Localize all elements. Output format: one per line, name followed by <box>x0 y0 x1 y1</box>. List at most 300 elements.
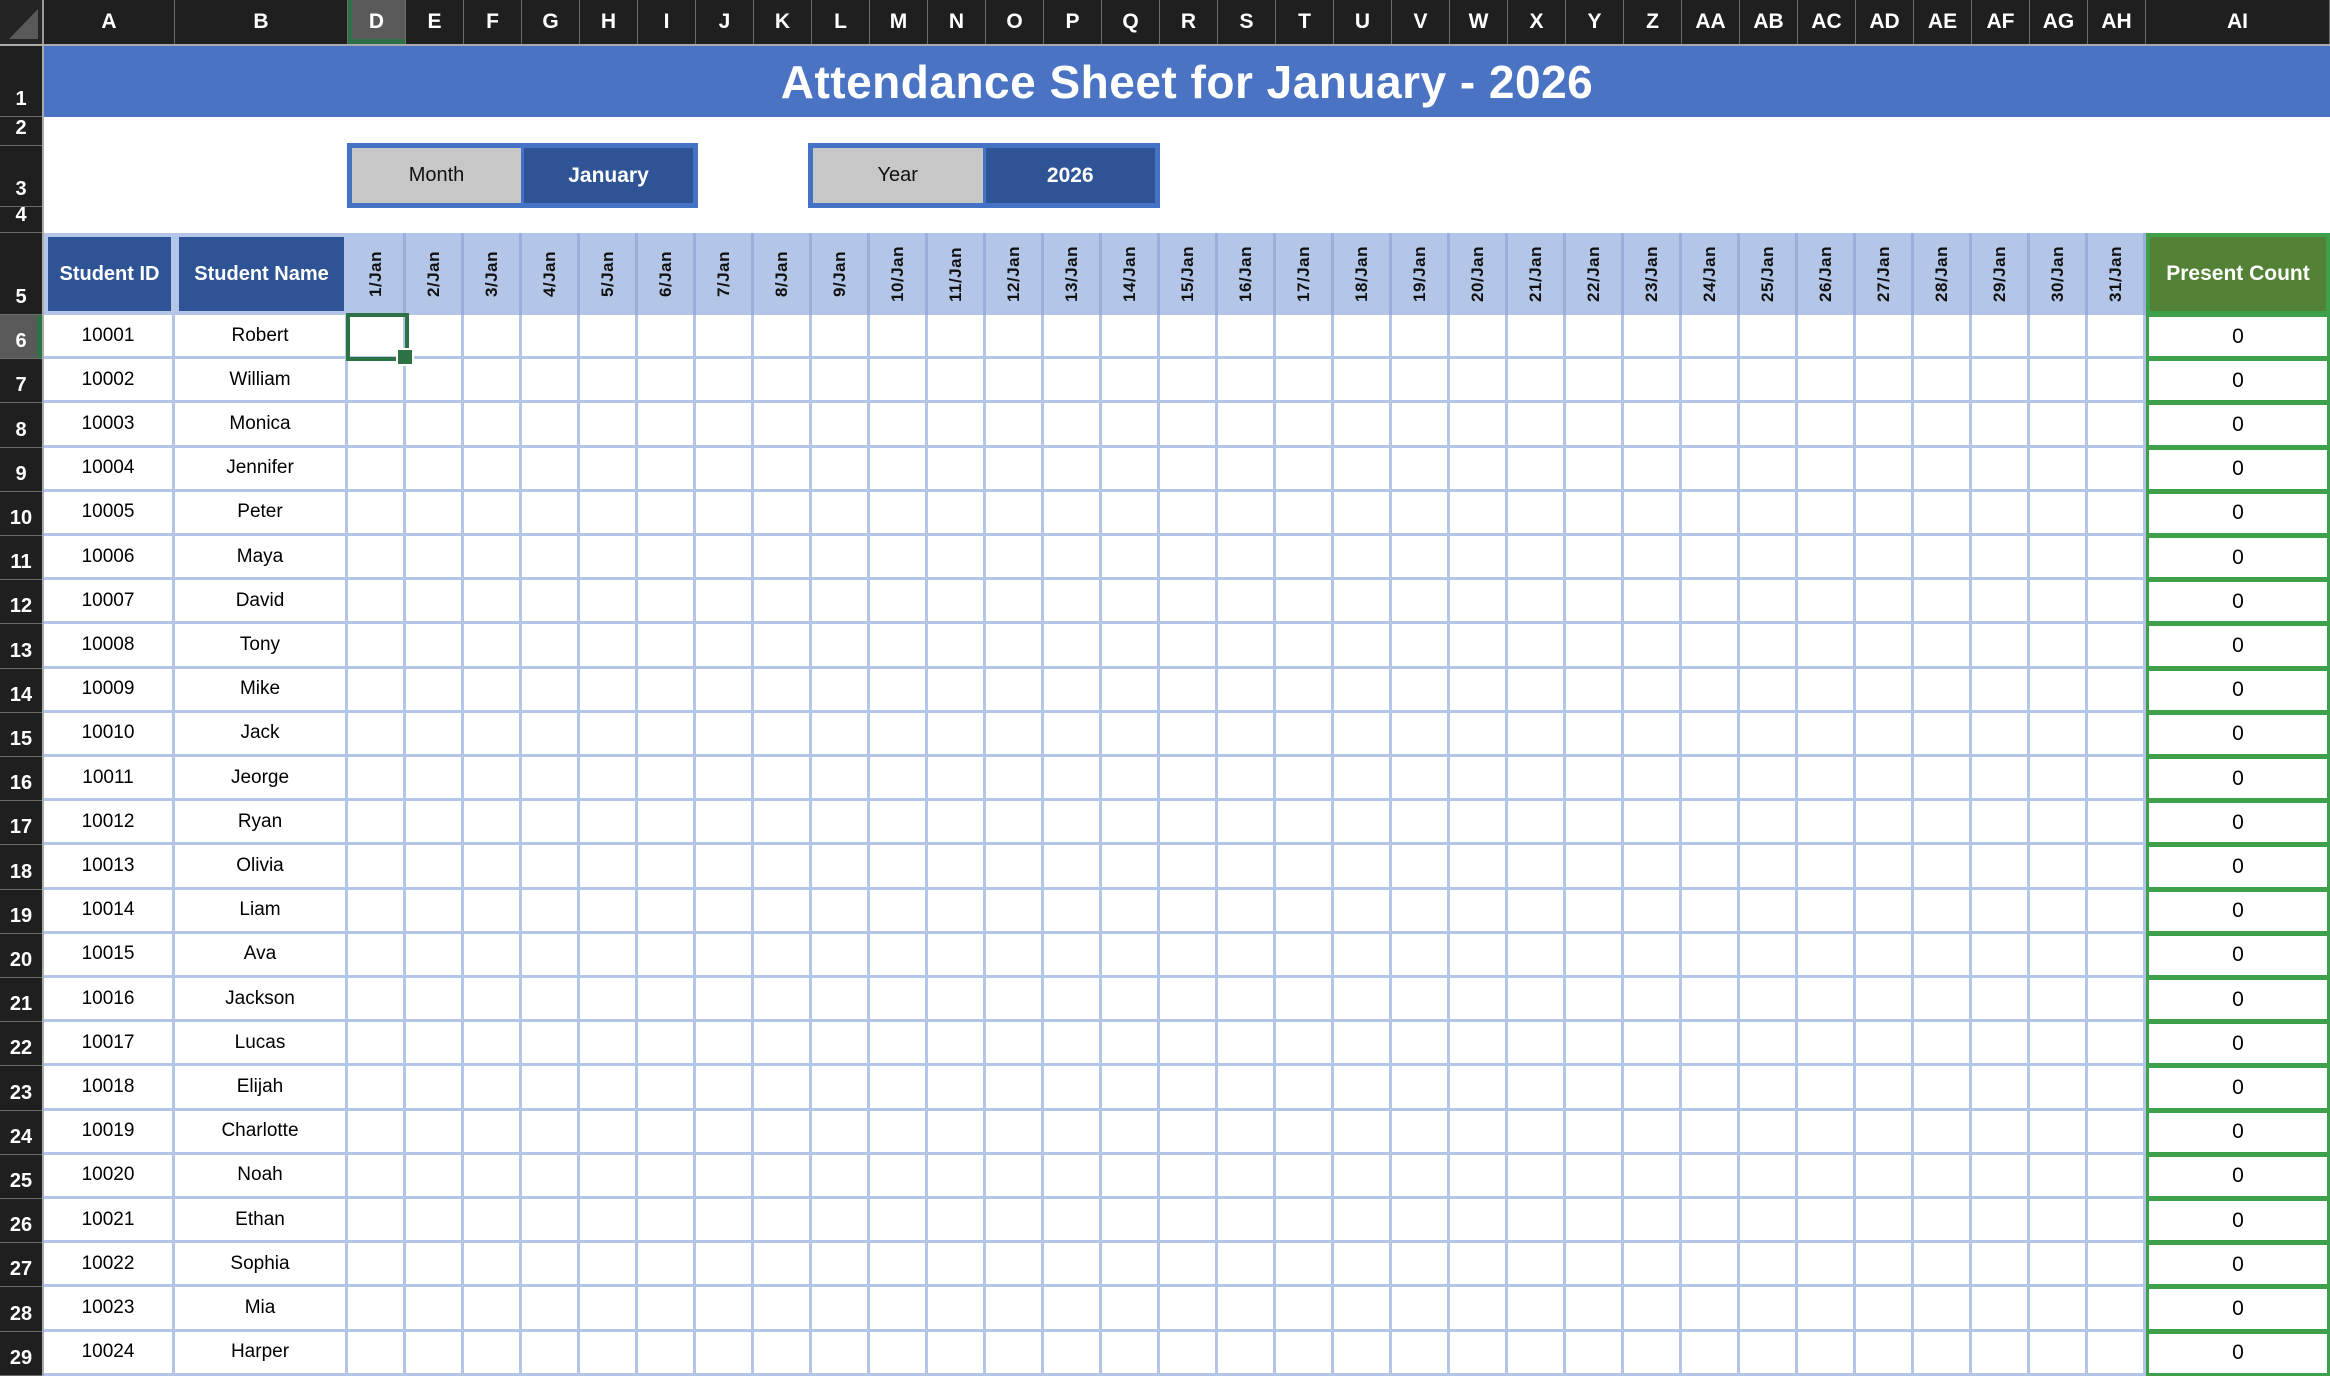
attendance-cell[interactable] <box>2030 1022 2088 1066</box>
attendance-cell[interactable] <box>1508 403 1566 447</box>
attendance-cell[interactable] <box>1218 1287 1276 1331</box>
row-header-2[interactable]: 2 <box>0 117 42 146</box>
attendance-cell[interactable] <box>348 669 406 713</box>
attendance-cell[interactable] <box>870 1332 928 1376</box>
attendance-cell[interactable] <box>870 403 928 447</box>
attendance-cell[interactable] <box>1566 978 1624 1022</box>
attendance-cell[interactable] <box>1218 669 1276 713</box>
student-id-cell[interactable]: 10009 <box>44 669 175 713</box>
attendance-cell[interactable] <box>1044 669 1102 713</box>
attendance-cell[interactable] <box>1334 1022 1392 1066</box>
attendance-cell[interactable] <box>1276 1022 1334 1066</box>
attendance-cell[interactable] <box>1566 713 1624 757</box>
row-header-26[interactable]: 26 <box>0 1199 42 1243</box>
attendance-cell[interactable] <box>1218 448 1276 492</box>
attendance-cell[interactable] <box>812 845 870 889</box>
attendance-cell[interactable] <box>638 934 696 978</box>
attendance-cell[interactable] <box>696 448 754 492</box>
attendance-cell[interactable] <box>638 669 696 713</box>
attendance-cell[interactable] <box>1102 1243 1160 1287</box>
column-header-F[interactable]: F <box>464 0 522 44</box>
attendance-cell[interactable] <box>2088 448 2146 492</box>
attendance-cell[interactable] <box>348 713 406 757</box>
attendance-cell[interactable] <box>1914 1199 1972 1243</box>
attendance-cell[interactable] <box>1276 669 1334 713</box>
column-header-J[interactable]: J <box>696 0 754 44</box>
attendance-cell[interactable] <box>928 978 986 1022</box>
attendance-cell[interactable] <box>1798 315 1856 359</box>
attendance-cell[interactable] <box>1914 315 1972 359</box>
attendance-cell[interactable] <box>1160 978 1218 1022</box>
attendance-cell[interactable] <box>1334 580 1392 624</box>
attendance-cell[interactable] <box>1682 1287 1740 1331</box>
attendance-cell[interactable] <box>928 448 986 492</box>
attendance-cell[interactable] <box>1856 536 1914 580</box>
attendance-cell[interactable] <box>1160 1066 1218 1110</box>
attendance-cell[interactable] <box>1972 845 2030 889</box>
attendance-cell[interactable] <box>754 934 812 978</box>
attendance-cell[interactable] <box>1276 492 1334 536</box>
attendance-cell[interactable] <box>1218 1022 1276 1066</box>
attendance-cell[interactable] <box>638 448 696 492</box>
attendance-cell[interactable] <box>1566 934 1624 978</box>
attendance-cell[interactable] <box>2088 1243 2146 1287</box>
year-value[interactable]: 2026 <box>986 148 1156 203</box>
attendance-cell[interactable] <box>986 315 1044 359</box>
attendance-cell[interactable] <box>522 1022 580 1066</box>
date-header-11-jan[interactable] <box>928 233 986 315</box>
attendance-cell[interactable] <box>580 978 638 1022</box>
column-header-AC[interactable]: AC <box>1798 0 1856 44</box>
attendance-cell[interactable] <box>1740 1332 1798 1376</box>
fill-handle[interactable] <box>396 348 414 366</box>
column-header-AH[interactable]: AH <box>2088 0 2146 44</box>
attendance-cell[interactable] <box>1044 1287 1102 1331</box>
attendance-cell[interactable] <box>1276 845 1334 889</box>
student-name-cell[interactable]: Charlotte <box>175 1111 348 1155</box>
attendance-cell[interactable] <box>928 315 986 359</box>
attendance-cell[interactable] <box>1218 492 1276 536</box>
attendance-cell[interactable] <box>1682 1155 1740 1199</box>
present-count-cell[interactable]: 0 <box>2146 359 2330 403</box>
attendance-cell[interactable] <box>522 1199 580 1243</box>
row-header-10[interactable]: 10 <box>0 492 42 536</box>
date-header-1-jan[interactable] <box>348 233 406 315</box>
column-header-AB[interactable]: AB <box>1740 0 1798 44</box>
attendance-cell[interactable] <box>754 890 812 934</box>
attendance-cell[interactable] <box>580 1155 638 1199</box>
attendance-cell[interactable] <box>1566 403 1624 447</box>
attendance-cell[interactable] <box>754 1287 812 1331</box>
date-header-3-jan[interactable] <box>464 233 522 315</box>
attendance-cell[interactable] <box>1740 1287 1798 1331</box>
attendance-cell[interactable] <box>986 845 1044 889</box>
attendance-cell[interactable] <box>1682 845 1740 889</box>
present-count-cell[interactable]: 0 <box>2146 1022 2330 1066</box>
attendance-cell[interactable] <box>986 536 1044 580</box>
attendance-cell[interactable] <box>348 1155 406 1199</box>
attendance-cell[interactable] <box>1740 359 1798 403</box>
attendance-cell[interactable] <box>580 1332 638 1376</box>
year-selector[interactable] <box>808 143 1160 208</box>
attendance-cell[interactable] <box>696 624 754 668</box>
attendance-cell[interactable] <box>1044 315 1102 359</box>
attendance-cell[interactable] <box>1566 801 1624 845</box>
attendance-cell[interactable] <box>1450 536 1508 580</box>
attendance-cell[interactable] <box>1508 580 1566 624</box>
present-count-cell[interactable]: 0 <box>2146 580 2330 624</box>
date-header-19-jan[interactable] <box>1392 233 1450 315</box>
attendance-cell[interactable] <box>2088 801 2146 845</box>
attendance-cell[interactable] <box>522 845 580 889</box>
attendance-cell[interactable] <box>464 1287 522 1331</box>
attendance-cell[interactable] <box>2088 1287 2146 1331</box>
attendance-cell[interactable] <box>522 1155 580 1199</box>
date-header-6-jan[interactable] <box>638 233 696 315</box>
attendance-cell[interactable] <box>348 1111 406 1155</box>
student-name-cell[interactable]: Jackson <box>175 978 348 1022</box>
row-header-29[interactable]: 29 <box>0 1332 42 1376</box>
attendance-cell[interactable] <box>1218 890 1276 934</box>
attendance-cell[interactable] <box>1160 1287 1218 1331</box>
attendance-cell[interactable] <box>1624 1155 1682 1199</box>
attendance-cell[interactable] <box>1392 757 1450 801</box>
student-name-cell[interactable]: Olivia <box>175 845 348 889</box>
attendance-cell[interactable] <box>1624 580 1682 624</box>
student-name-cell[interactable]: David <box>175 580 348 624</box>
attendance-cell[interactable] <box>696 580 754 624</box>
attendance-cell[interactable] <box>870 890 928 934</box>
attendance-cell[interactable] <box>1276 801 1334 845</box>
attendance-cell[interactable] <box>1914 669 1972 713</box>
attendance-cell[interactable] <box>406 1332 464 1376</box>
attendance-cell[interactable] <box>1682 1243 1740 1287</box>
attendance-cell[interactable] <box>2030 536 2088 580</box>
attendance-cell[interactable] <box>1044 713 1102 757</box>
attendance-cell[interactable] <box>1566 1243 1624 1287</box>
attendance-cell[interactable] <box>1392 1022 1450 1066</box>
attendance-cell[interactable] <box>1508 801 1566 845</box>
attendance-cell[interactable] <box>638 1111 696 1155</box>
attendance-cell[interactable] <box>638 403 696 447</box>
attendance-cell[interactable] <box>812 890 870 934</box>
attendance-cell[interactable] <box>870 492 928 536</box>
attendance-cell[interactable] <box>986 757 1044 801</box>
attendance-cell[interactable] <box>1276 624 1334 668</box>
attendance-cell[interactable] <box>1972 624 2030 668</box>
attendance-cell[interactable] <box>1044 934 1102 978</box>
attendance-cell[interactable] <box>1392 403 1450 447</box>
attendance-cell[interactable] <box>406 757 464 801</box>
attendance-cell[interactable] <box>812 492 870 536</box>
present-count-cell[interactable]: 0 <box>2146 1111 2330 1155</box>
attendance-cell[interactable] <box>1392 1199 1450 1243</box>
attendance-cell[interactable] <box>1740 978 1798 1022</box>
attendance-cell[interactable] <box>1044 1066 1102 1110</box>
attendance-cell[interactable] <box>1508 624 1566 668</box>
attendance-cell[interactable] <box>580 624 638 668</box>
attendance-cell[interactable] <box>1044 1155 1102 1199</box>
attendance-cell[interactable] <box>1450 1155 1508 1199</box>
attendance-cell[interactable] <box>1566 536 1624 580</box>
attendance-cell[interactable] <box>1218 713 1276 757</box>
present-count-cell[interactable]: 0 <box>2146 713 2330 757</box>
attendance-cell[interactable] <box>1334 403 1392 447</box>
attendance-cell[interactable] <box>1276 359 1334 403</box>
column-header-B[interactable]: B <box>175 0 348 44</box>
attendance-cell[interactable] <box>1334 669 1392 713</box>
attendance-cell[interactable] <box>1682 801 1740 845</box>
attendance-cell[interactable] <box>406 536 464 580</box>
attendance-cell[interactable] <box>348 1066 406 1110</box>
attendance-cell[interactable] <box>1044 1243 1102 1287</box>
row-header-7[interactable]: 7 <box>0 359 42 403</box>
attendance-cell[interactable] <box>1740 580 1798 624</box>
column-header-D[interactable]: D <box>348 0 406 44</box>
attendance-cell[interactable] <box>754 359 812 403</box>
attendance-cell[interactable] <box>754 713 812 757</box>
month-selector[interactable] <box>347 143 698 208</box>
attendance-cell[interactable] <box>1392 315 1450 359</box>
attendance-cell[interactable] <box>1160 801 1218 845</box>
attendance-cell[interactable] <box>1798 580 1856 624</box>
student-id-cell[interactable]: 10010 <box>44 713 175 757</box>
attendance-cell[interactable] <box>2030 1243 2088 1287</box>
attendance-cell[interactable] <box>1682 536 1740 580</box>
column-header-N[interactable]: N <box>928 0 986 44</box>
attendance-cell[interactable] <box>754 1243 812 1287</box>
attendance-cell[interactable] <box>754 757 812 801</box>
attendance-cell[interactable] <box>696 1243 754 1287</box>
student-id-cell[interactable]: 10021 <box>44 1199 175 1243</box>
row-header-5[interactable]: 5 <box>0 233 42 315</box>
column-header-AA[interactable]: AA <box>1682 0 1740 44</box>
attendance-cell[interactable] <box>928 1022 986 1066</box>
attendance-cell[interactable] <box>1566 624 1624 668</box>
attendance-cell[interactable] <box>1044 1111 1102 1155</box>
attendance-cell[interactable] <box>1450 1287 1508 1331</box>
attendance-cell[interactable] <box>1566 1287 1624 1331</box>
row-header-6[interactable]: 6 <box>0 315 42 359</box>
date-header-4-jan[interactable] <box>522 233 580 315</box>
attendance-cell[interactable] <box>986 934 1044 978</box>
attendance-cell[interactable] <box>522 580 580 624</box>
attendance-cell[interactable] <box>1798 624 1856 668</box>
attendance-cell[interactable] <box>522 1287 580 1331</box>
attendance-cell[interactable] <box>870 757 928 801</box>
month-value[interactable]: January <box>524 148 693 203</box>
attendance-cell[interactable] <box>1508 890 1566 934</box>
attendance-cell[interactable] <box>812 1155 870 1199</box>
attendance-cell[interactable] <box>1218 1155 1276 1199</box>
attendance-cell[interactable] <box>754 492 812 536</box>
attendance-cell[interactable] <box>638 1243 696 1287</box>
attendance-cell[interactable] <box>1856 403 1914 447</box>
attendance-cell[interactable] <box>1334 978 1392 1022</box>
attendance-cell[interactable] <box>754 403 812 447</box>
student-id-cell[interactable]: 10019 <box>44 1111 175 1155</box>
attendance-cell[interactable] <box>1160 890 1218 934</box>
attendance-cell[interactable] <box>1160 1111 1218 1155</box>
attendance-cell[interactable] <box>696 1066 754 1110</box>
attendance-cell[interactable] <box>812 1332 870 1376</box>
attendance-cell[interactable] <box>2030 1111 2088 1155</box>
attendance-cell[interactable] <box>1914 403 1972 447</box>
attendance-cell[interactable] <box>1740 1022 1798 1066</box>
attendance-cell[interactable] <box>1218 624 1276 668</box>
attendance-cell[interactable] <box>1334 1111 1392 1155</box>
attendance-cell[interactable] <box>1218 1199 1276 1243</box>
student-name-cell[interactable]: Elijah <box>175 1066 348 1110</box>
date-header-18-jan[interactable] <box>1334 233 1392 315</box>
attendance-cell[interactable] <box>1160 1022 1218 1066</box>
attendance-cell[interactable] <box>1276 978 1334 1022</box>
attendance-cell[interactable] <box>870 801 928 845</box>
student-id-cell[interactable]: 10024 <box>44 1332 175 1376</box>
attendance-cell[interactable] <box>696 801 754 845</box>
attendance-cell[interactable] <box>1392 669 1450 713</box>
attendance-cell[interactable] <box>986 890 1044 934</box>
attendance-cell[interactable] <box>1682 1022 1740 1066</box>
row-header-9[interactable]: 9 <box>0 448 42 492</box>
attendance-cell[interactable] <box>1856 978 1914 1022</box>
attendance-cell[interactable] <box>1798 1155 1856 1199</box>
attendance-cell[interactable] <box>522 801 580 845</box>
attendance-cell[interactable] <box>1856 934 1914 978</box>
attendance-cell[interactable] <box>1102 1287 1160 1331</box>
attendance-cell[interactable] <box>1914 978 1972 1022</box>
attendance-cell[interactable] <box>464 934 522 978</box>
attendance-cell[interactable] <box>1160 403 1218 447</box>
attendance-cell[interactable] <box>1450 845 1508 889</box>
attendance-cell[interactable] <box>1044 492 1102 536</box>
attendance-cell[interactable] <box>522 1243 580 1287</box>
attendance-cell[interactable] <box>1276 1066 1334 1110</box>
attendance-cell[interactable] <box>1856 359 1914 403</box>
attendance-cell[interactable] <box>1914 1332 1972 1376</box>
attendance-cell[interactable] <box>522 315 580 359</box>
student-name-cell[interactable]: Ava <box>175 934 348 978</box>
attendance-cell[interactable] <box>1276 934 1334 978</box>
attendance-cell[interactable] <box>1450 359 1508 403</box>
column-header-K[interactable]: K <box>754 0 812 44</box>
attendance-cell[interactable] <box>1392 359 1450 403</box>
attendance-cell[interactable] <box>1682 624 1740 668</box>
attendance-cell[interactable] <box>2088 713 2146 757</box>
attendance-cell[interactable] <box>1682 448 1740 492</box>
attendance-cell[interactable] <box>1682 1332 1740 1376</box>
attendance-cell[interactable] <box>1624 624 1682 668</box>
row-header-20[interactable]: 20 <box>0 934 42 978</box>
attendance-cell[interactable] <box>1798 801 1856 845</box>
attendance-cell[interactable] <box>464 1243 522 1287</box>
attendance-cell[interactable] <box>870 359 928 403</box>
attendance-cell[interactable] <box>1218 315 1276 359</box>
attendance-cell[interactable] <box>464 492 522 536</box>
attendance-cell[interactable] <box>406 934 464 978</box>
attendance-cell[interactable] <box>638 801 696 845</box>
attendance-cell[interactable] <box>638 1155 696 1199</box>
column-header-M[interactable]: M <box>870 0 928 44</box>
attendance-cell[interactable] <box>2088 890 2146 934</box>
attendance-cell[interactable] <box>986 1022 1044 1066</box>
attendance-cell[interactable] <box>1972 1111 2030 1155</box>
attendance-cell[interactable] <box>1798 1066 1856 1110</box>
attendance-cell[interactable] <box>696 845 754 889</box>
attendance-cell[interactable] <box>1160 536 1218 580</box>
row-header-18[interactable]: 18 <box>0 845 42 889</box>
attendance-cell[interactable] <box>1450 801 1508 845</box>
attendance-cell[interactable] <box>1102 890 1160 934</box>
attendance-cell[interactable] <box>406 1022 464 1066</box>
attendance-cell[interactable] <box>580 890 638 934</box>
attendance-cell[interactable] <box>2088 934 2146 978</box>
attendance-cell[interactable] <box>1566 845 1624 889</box>
attendance-cell[interactable] <box>754 1199 812 1243</box>
attendance-cell[interactable] <box>1218 359 1276 403</box>
attendance-cell[interactable] <box>464 713 522 757</box>
attendance-cell[interactable] <box>348 1287 406 1331</box>
attendance-cell[interactable] <box>1276 1111 1334 1155</box>
date-header-26-jan[interactable] <box>1798 233 1856 315</box>
attendance-cell[interactable] <box>1218 801 1276 845</box>
attendance-cell[interactable] <box>464 890 522 934</box>
attendance-cell[interactable] <box>812 801 870 845</box>
attendance-cell[interactable] <box>986 1199 1044 1243</box>
column-header-W[interactable]: W <box>1450 0 1508 44</box>
attendance-cell[interactable] <box>1160 1243 1218 1287</box>
attendance-cell[interactable] <box>696 978 754 1022</box>
attendance-cell[interactable] <box>1972 1332 2030 1376</box>
attendance-cell[interactable] <box>1798 757 1856 801</box>
attendance-cell[interactable] <box>696 890 754 934</box>
attendance-cell[interactable] <box>1972 1155 2030 1199</box>
attendance-cell[interactable] <box>1392 1287 1450 1331</box>
attendance-cell[interactable] <box>1334 624 1392 668</box>
attendance-cell[interactable] <box>928 1111 986 1155</box>
attendance-cell[interactable] <box>406 669 464 713</box>
attendance-cell[interactable] <box>1566 359 1624 403</box>
attendance-cell[interactable] <box>1508 492 1566 536</box>
attendance-cell[interactable] <box>348 448 406 492</box>
attendance-cell[interactable] <box>1566 669 1624 713</box>
student-name-cell[interactable]: Mike <box>175 669 348 713</box>
attendance-cell[interactable] <box>348 757 406 801</box>
attendance-cell[interactable] <box>580 1243 638 1287</box>
attendance-cell[interactable] <box>1102 403 1160 447</box>
attendance-cell[interactable] <box>1218 978 1276 1022</box>
attendance-cell[interactable] <box>986 713 1044 757</box>
attendance-cell[interactable] <box>986 1287 1044 1331</box>
attendance-cell[interactable] <box>522 624 580 668</box>
attendance-cell[interactable] <box>2030 580 2088 624</box>
attendance-cell[interactable] <box>638 1332 696 1376</box>
attendance-cell[interactable] <box>1972 1287 2030 1331</box>
attendance-cell[interactable] <box>812 359 870 403</box>
attendance-cell[interactable] <box>812 448 870 492</box>
attendance-cell[interactable] <box>1624 536 1682 580</box>
column-header-AE[interactable]: AE <box>1914 0 1972 44</box>
attendance-cell[interactable] <box>2030 1199 2088 1243</box>
attendance-cell[interactable] <box>1740 713 1798 757</box>
attendance-cell[interactable] <box>986 1111 1044 1155</box>
attendance-cell[interactable] <box>1334 713 1392 757</box>
attendance-cell[interactable] <box>1624 403 1682 447</box>
attendance-cell[interactable] <box>1914 580 1972 624</box>
attendance-cell[interactable] <box>464 757 522 801</box>
attendance-cell[interactable] <box>696 1022 754 1066</box>
attendance-cell[interactable] <box>1508 757 1566 801</box>
